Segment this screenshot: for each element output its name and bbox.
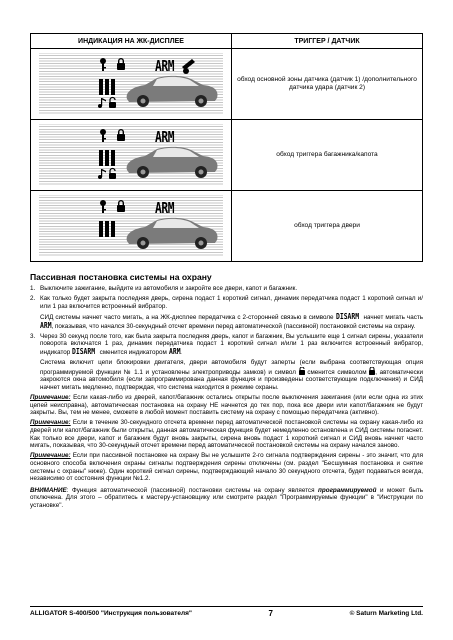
note-text: Если в течение 30-секундного отсчета времени перед автоматической постановкой системы на охрану какая-либо из дверей или капот/багажник были открыты, данная автоматическая функция будет немедленно остановлена и СИД системы погаснет. Как только все двери, капот и багажник будут вновь закрыты, сирена вновь подаст 1 короткий сигнал и СИД вновь начнет часто мигать, показывая, что 30-секундный отсчет времени перед автоматической постановкой системы на охрану начался заново. bbox=[30, 419, 423, 450]
disarm-logo: DISARM bbox=[335, 311, 359, 321]
paragraph-led-blink bbox=[30, 313, 423, 330]
table-row bbox=[31, 49, 423, 120]
lock-icon bbox=[117, 58, 125, 70]
arm-logo: ARM bbox=[168, 346, 181, 356]
horn-icon bbox=[182, 59, 195, 74]
car-icon bbox=[127, 218, 218, 249]
paragraph-lock bbox=[30, 359, 423, 391]
note-silent bbox=[30, 452, 423, 482]
list-item bbox=[30, 295, 423, 310]
step-number: 2. bbox=[30, 295, 36, 303]
lcd-display bbox=[39, 195, 223, 257]
note-icon bbox=[98, 98, 106, 108]
step-number: 1. bbox=[30, 285, 36, 292]
lcd-cell bbox=[31, 191, 232, 262]
section-title: Пассивная постановка системы на охрану bbox=[30, 272, 212, 282]
disarm-logo: DISARM bbox=[72, 346, 96, 356]
door-sensor-icon bbox=[99, 150, 115, 166]
lcd-display bbox=[39, 124, 223, 186]
lcd-display bbox=[39, 53, 223, 115]
car-icon bbox=[127, 76, 218, 107]
text-fragment: сменится символом bbox=[307, 368, 367, 376]
arm-logo: ARM bbox=[40, 320, 52, 330]
list-item bbox=[30, 285, 423, 293]
note-open-doors bbox=[30, 394, 423, 417]
key-icon bbox=[100, 58, 106, 71]
lcd-arm-text: ARM bbox=[155, 128, 175, 146]
emphasis-text: программируемой bbox=[318, 486, 377, 494]
body-text bbox=[30, 285, 423, 512]
text-fragment: , показывая, что начался 30-секундный отсчет времени перед автоматической (пассивной) постановкой системы на охрану. bbox=[51, 322, 416, 330]
table-header-display: ИНДИКАЦИЯ НА ЖК-ДИСПЛЕЕ bbox=[31, 34, 232, 49]
text-fragment: СИД системы начнет часто мигать, а на ЖК-дисплее передатчика с 2-сторонней связью в символе bbox=[40, 313, 334, 321]
door-sensor-icon bbox=[99, 221, 115, 237]
note-label: Примечание: bbox=[30, 452, 71, 460]
text-fragment: и может быть отключена. Для этого – обратитесь к мастеру-установщику или смотрите раздел "Программируемые функции" в "Инструкции по установке". bbox=[30, 486, 424, 509]
padlock-open-icon bbox=[109, 169, 116, 180]
trigger-text: обход основной зоны датчика (датчик 1) /дополнительного датчика удара (датчик 2) bbox=[232, 49, 423, 120]
text-fragment: . bbox=[180, 348, 182, 356]
text-fragment: , автоматически закроются окна автомобиля (если запрограммирована данная функция и произведены соответствующие подключения) и СИД начнет мигать медленно, подтверждая, что система находится в режиме охраны. bbox=[40, 368, 424, 391]
lcd-arm-text: ARM bbox=[155, 57, 175, 75]
lcd-arm-text: ARM bbox=[155, 199, 175, 217]
step-text: Как только будет закрыта последняя дверь, сирена подаст 1 короткий сигнал, динамик передатчика подаст 1 короткий сигнал и/или 1 раз включится встроенный вибратор. bbox=[40, 295, 423, 310]
page-footer bbox=[30, 606, 423, 618]
note-text: Если какая-либо из дверей, капот/багажник остались открыты после выключения зажигания (или если одна из этих цепей неисправна), автоматическая постановка на охрану НЕ начнется до тех пор, пока все двери или капот/багажник не будут закрыты. Вы, тем не менее, сможете в любой момент поставить систему на охрану с помощью передатчика (активно). bbox=[30, 394, 423, 417]
unlock-icon bbox=[299, 367, 305, 375]
trigger-text: обход триггера двери bbox=[232, 191, 423, 262]
car-icon bbox=[127, 147, 218, 178]
table-row bbox=[31, 120, 423, 191]
padlock-open-icon bbox=[109, 98, 116, 109]
trigger-text: обход триггера багажника/капота bbox=[232, 120, 423, 191]
lcd-cell bbox=[31, 49, 232, 120]
table-row bbox=[31, 191, 423, 262]
warning bbox=[30, 487, 423, 510]
footer-title: ALLIGATOR S-400/500 "Инструкция пользователя" bbox=[30, 610, 192, 617]
key-icon bbox=[100, 200, 106, 213]
step-text: Выключите зажигание, выйдите из автомобиля и закройте все двери, капот и багажник. bbox=[40, 285, 298, 292]
note-countdown bbox=[30, 419, 423, 449]
lock-icon bbox=[117, 129, 125, 141]
lock-icon bbox=[117, 200, 125, 212]
page-number: 7 bbox=[268, 609, 273, 618]
note-text: Если при пассивной постановке на охрану Вы не услышите 2-го сигнала подтверждения сирены - это значит, что для основного способа включения охраны сигналы подтверждения сирены отключены (см. раздел "Бесшумная постановка и снятие системы с охраны" ниже). Один короткий сигнал сирены, подтверждающий начало 30 секундного отсчета, будет подаваться всегда, независимо от состояния функции №1.2. bbox=[30, 452, 423, 483]
note-icon bbox=[98, 169, 106, 179]
text-fragment: начнет мигать часть bbox=[363, 313, 424, 321]
text-fragment: Через 30 секунд после того, как была закрыта последняя дверь, капот и багажник, Вы услышите еще 1 сигнал сирены, указатели поворота включатся 1 раз, динамик передатчика подаст 1 короткий сигнал и/или 1 раз включится встроенный вибратор, индикатор bbox=[40, 332, 423, 356]
text-fragment: сменится индикатором bbox=[99, 348, 167, 356]
list-item bbox=[30, 333, 423, 357]
note-label: Примечание: bbox=[30, 394, 71, 402]
footer-copyright: © Saturn Marketing Ltd. bbox=[349, 610, 423, 617]
lcd-cell bbox=[31, 120, 232, 191]
text-fragment: : Функция автоматической (пассивной) постановки системы на охрану является bbox=[66, 486, 315, 494]
key-icon bbox=[100, 129, 106, 142]
indication-table bbox=[30, 33, 423, 262]
text-fragment: Система включит цепи блокировки двигателя, двери автомобиля будут заперты (если выбрана соответствующая опция программируемой функции № 1.1 и установлены электроприводы замков) и символ bbox=[40, 359, 423, 376]
table-header-trigger: ТРИГГЕР / ДАТЧИК bbox=[232, 34, 423, 49]
warning-label: ВНИМАНИЕ bbox=[30, 486, 67, 494]
step-text bbox=[40, 333, 423, 357]
step-number: 3. bbox=[30, 332, 36, 340]
note-label: Примечание: bbox=[30, 419, 71, 427]
door-sensor-icon bbox=[99, 79, 115, 95]
